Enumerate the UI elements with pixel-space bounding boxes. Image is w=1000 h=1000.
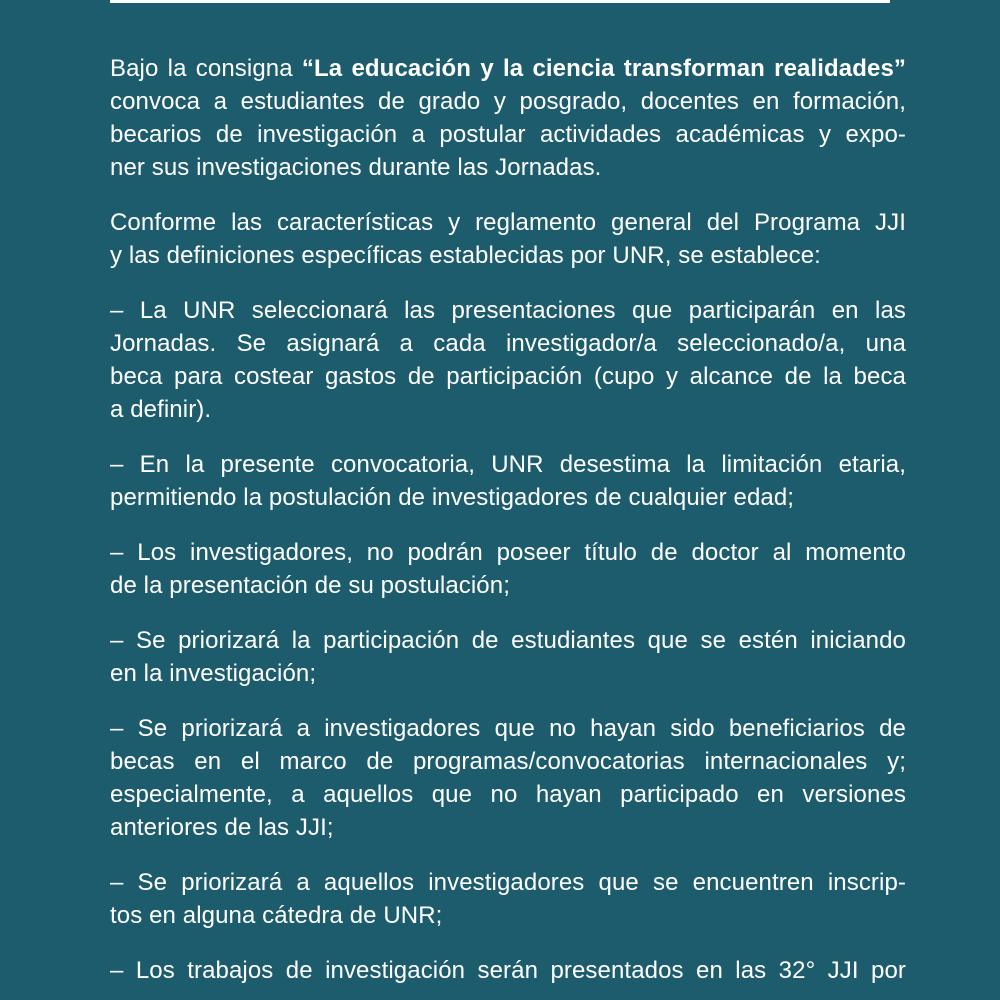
item-line: – Los trabajos de investigación serán presentados en las 32° JJI por	[110, 957, 906, 984]
document-body	[110, 52, 906, 1000]
item-line: en la investigación;	[110, 660, 317, 687]
item-line: becas en el marco de programas/convocatorias internacionales y;	[110, 748, 906, 775]
item-paragraph	[110, 624, 906, 690]
intro-motto: “La educación y la ciencia transforman realidades”	[301, 55, 906, 82]
item-line: – Los investigadores, no podrán poseer título de doctor al momento	[110, 539, 906, 566]
intro-line: ner sus investigaciones durante las Jornadas.	[110, 154, 602, 181]
intro-first-line	[110, 52, 906, 85]
item-line: – Se priorizará a aquellos investigadores que se encuentren inscrip-	[110, 869, 906, 896]
item-line: anteriores de las JJI;	[110, 814, 334, 841]
item-line: Jornadas. Se asignará a cada investigador/a seleccionado/a, una	[110, 330, 906, 357]
intro-paragraph	[110, 52, 906, 184]
item-line: beca para costear gastos de participación (cupo y alcance de la beca	[110, 363, 906, 390]
intro-line: convoca a estudiantes de grado y posgrado, docentes en formación,	[110, 88, 906, 115]
item-paragraph	[110, 954, 906, 987]
intro-prefix: Bajo la consigna	[110, 55, 302, 82]
item-line: – Se priorizará a investigadores que no hayan sido beneficiarios de	[110, 715, 906, 742]
item-line: tos en alguna cátedra de UNR;	[110, 902, 443, 929]
item-line: a definir).	[110, 396, 212, 423]
item-paragraph	[110, 536, 906, 602]
item-paragraph	[110, 294, 906, 426]
conforme-line: y las definiciones específicas establecidas por UNR, se establece:	[110, 242, 821, 269]
item-line: especialmente, a aquellos que no hayan participado en versiones	[110, 781, 906, 808]
top-divider	[110, 0, 890, 3]
item-line: permitiendo la postulación de investigadores de cualquier edad;	[110, 484, 795, 511]
item-paragraph	[110, 866, 906, 932]
item-line: de la presentación de su postulación;	[110, 572, 510, 599]
item-paragraph	[110, 712, 906, 844]
conforme-line: Conforme las características y reglamento general del Programa JJI	[110, 209, 906, 236]
item-line: – La UNR seleccionará las presentaciones que participarán en las	[110, 297, 906, 324]
intro-line: becarios de investigación a postular actividades académicas y expo-	[110, 121, 906, 148]
item-line: – En la presente convocatoria, UNR desestima la limitación etaria,	[110, 451, 906, 478]
item-paragraph	[110, 448, 906, 514]
conforme-paragraph	[110, 206, 906, 272]
item-line: – Se priorizará la participación de estudiantes que se estén iniciando	[110, 627, 906, 654]
